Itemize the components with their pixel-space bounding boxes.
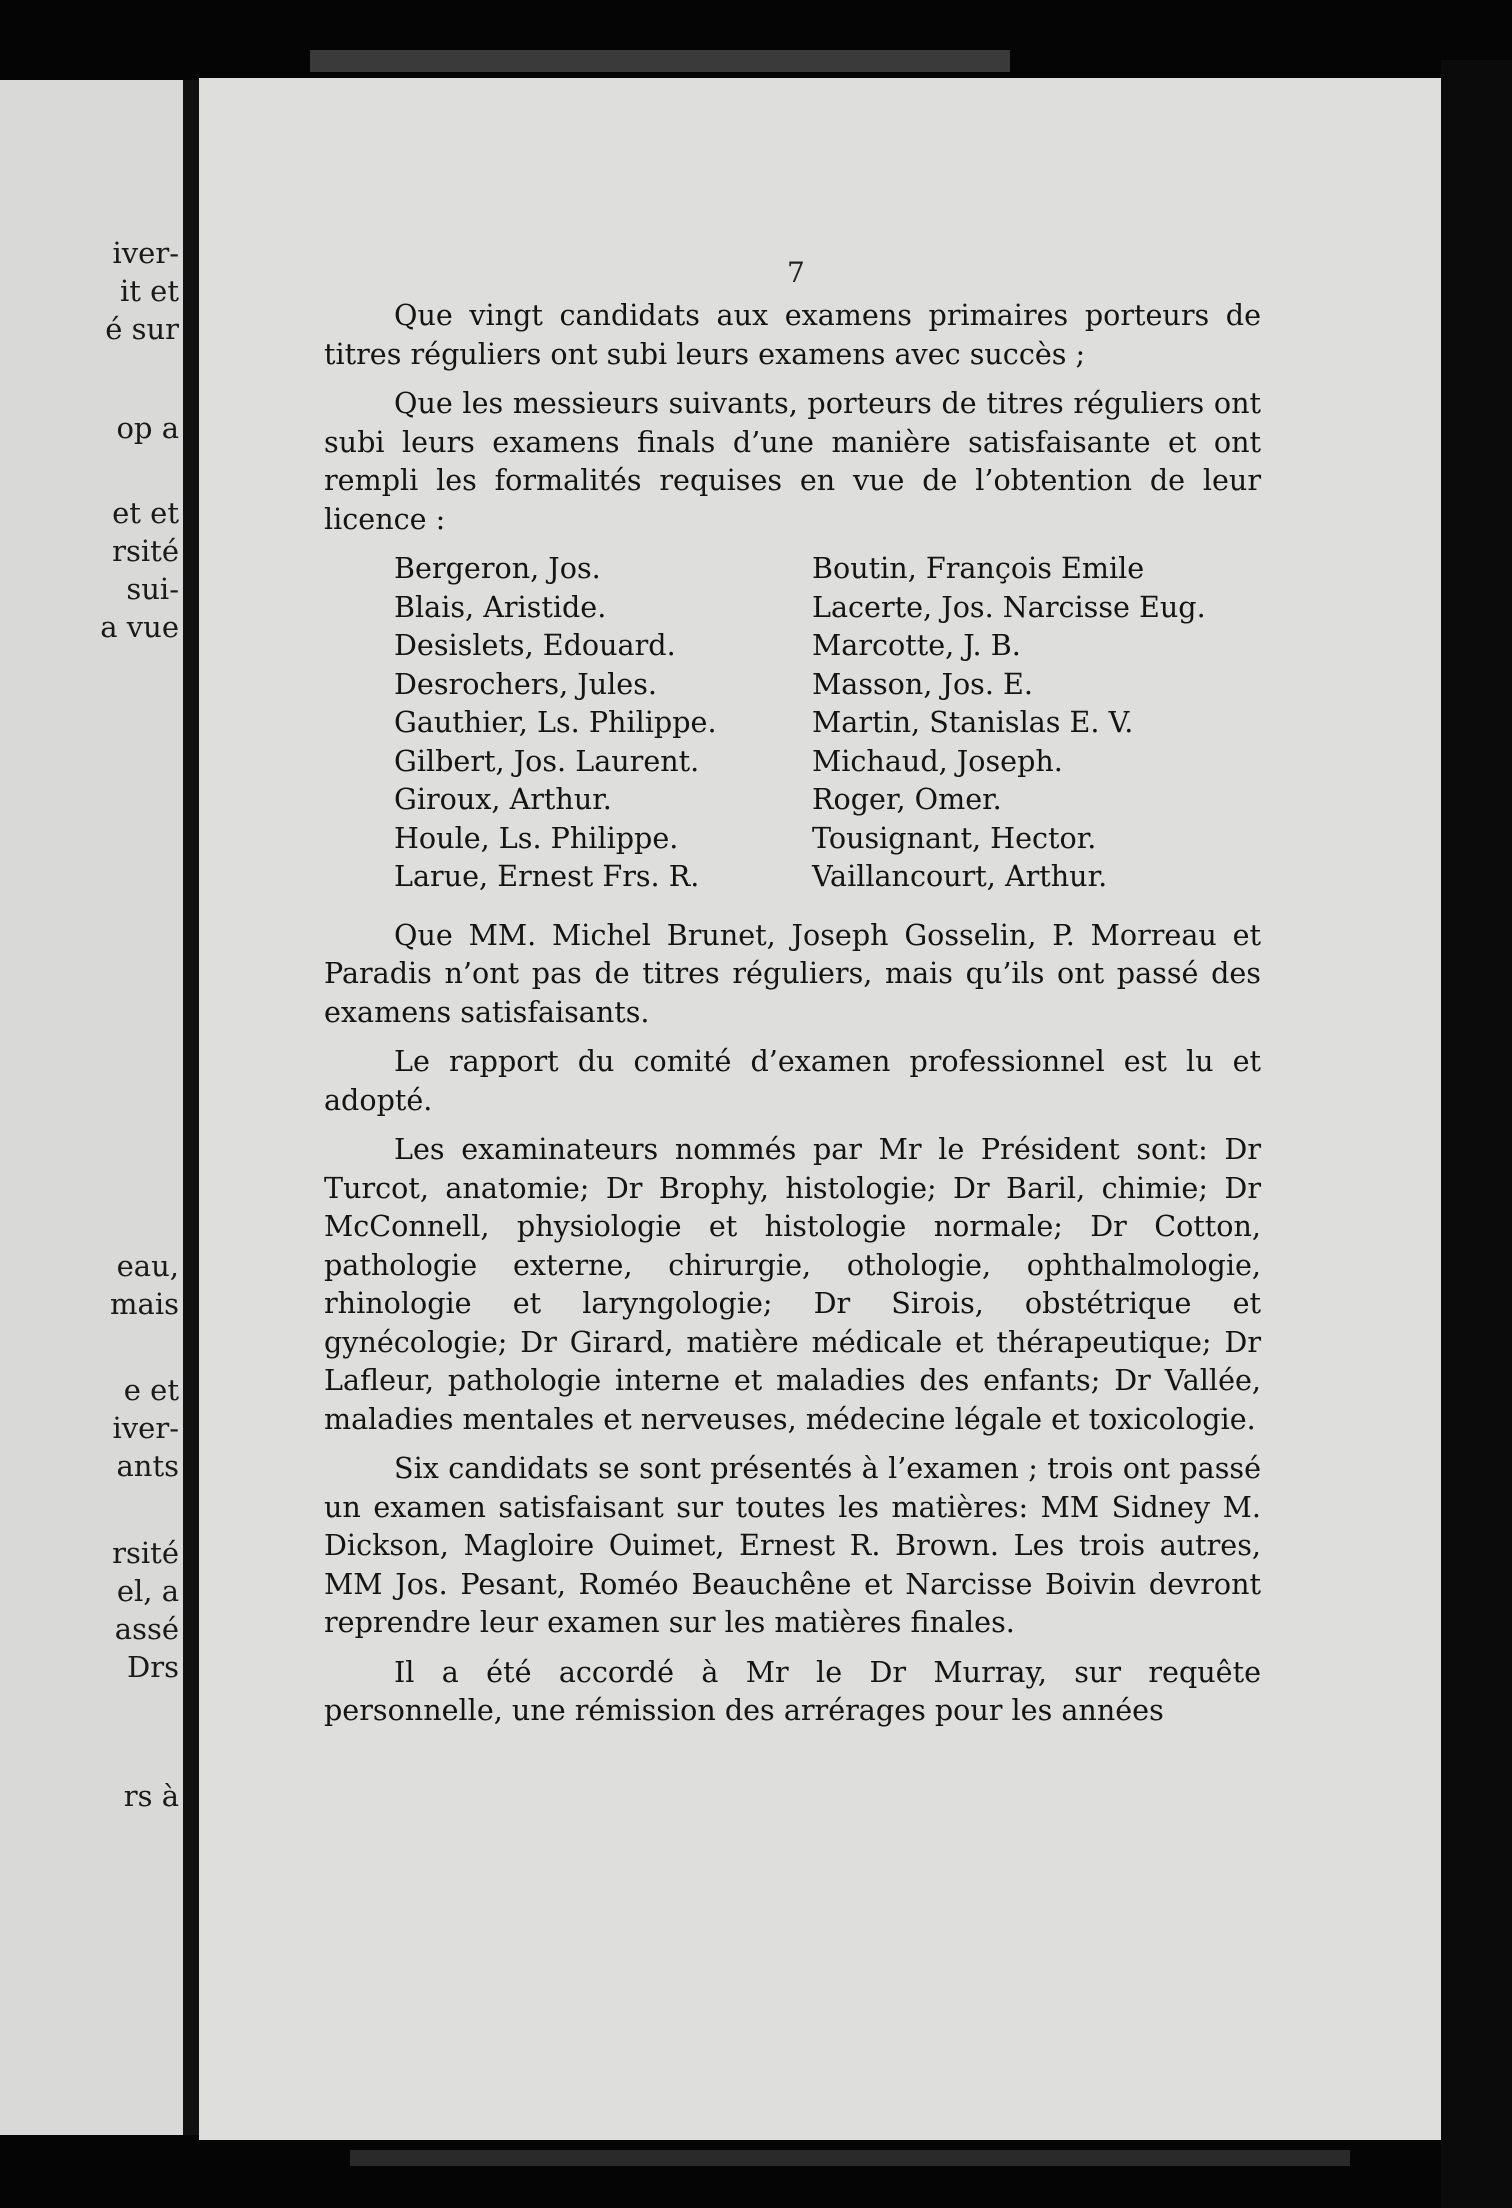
page-gutter (183, 80, 199, 2135)
name-left: Desrochers, Jules. (394, 666, 657, 701)
name-right: Masson, Jos. E. (812, 666, 1033, 701)
left-page-text-fragment: el, a (116, 1574, 179, 1608)
left-page-text-fragment: sui- (126, 572, 179, 606)
left-page-text-fragment: op a (116, 411, 179, 445)
name-right: Michaud, Joseph. (812, 743, 1063, 778)
left-page-text-fragment: rsité (112, 534, 179, 568)
name-right: Boutin, François Emile (812, 551, 1145, 585)
paragraph-candidates-primary: Que vingt candidats aux examens primaires porteurs de titres réguliers ont subi leurs examens avec succès ; (324, 298, 1261, 371)
left-page-text-fragment: a vue (100, 610, 179, 644)
name-left: Houle, Ls. Philippe. (394, 820, 679, 855)
name-right: Martin, Stanislas E. V. (812, 705, 1134, 739)
left-page-text-fragment: iver- (112, 1411, 179, 1445)
name-left: Desislets, Edouard. (394, 628, 676, 662)
licensee-name-list (394, 549, 1261, 896)
name-left: Gilbert, Jos. Laurent. (394, 743, 700, 778)
name-right: Vaillancourt, Arthur. (812, 859, 1108, 893)
right-dark-margin (1441, 60, 1512, 2208)
name-left: Larue, Ernest Frs. R. (394, 859, 700, 893)
page-number: 7 (787, 256, 805, 289)
bottom-page-edge (350, 2150, 1350, 2166)
left-page-text-fragment: et et (112, 496, 179, 530)
left-page-text-fragment: eau, (116, 1249, 179, 1283)
left-page-text-fragment: é sur (105, 312, 179, 346)
paragraph-licence-intro: Que les messieurs suivants, porteurs de titres réguliers ont subi leurs examens finals d’une manière satisfaisante et ont rempli les formalités requises en vue de l’obtention de leur licence : (324, 386, 1261, 536)
paragraph-remission: Il a été accordé à Mr le Dr Murray, sur requête personnelle, une rémission des arrérages pour les années (324, 1654, 1261, 1727)
left-page-text-fragment: it et (120, 274, 179, 308)
paragraph-exam-results: Six candidats se sont présentés à l’examen ; trois ont passé un examen satisfaisant sur toutes les matières: MM Sidney M. Dickson, Magloire Ouimet, Ernest R. Brown. Les trois autres, MM Jos. Pesant, Roméo Beauchêne et Narcisse Boivin devront reprendre leur examen sur les matières finales. (324, 1451, 1261, 1639)
left-page-text-fragment: rs à (123, 1779, 179, 1813)
name-left: Blais, Aristide. (394, 589, 607, 624)
name-right: Marcotte, J. B. (812, 628, 1021, 662)
paragraph-report-adopted: Le rapport du comité d’examen professionnel est lu et adopté. (324, 1044, 1261, 1117)
name-left: Gauthier, Ls. Philippe. (394, 705, 717, 739)
name-left: Giroux, Arthur. (394, 782, 612, 816)
left-page-text-fragment: mais (110, 1287, 179, 1321)
left-page-text-fragment: ants (116, 1449, 179, 1483)
name-left: Bergeron, Jos. (394, 551, 601, 585)
left-page-text-fragment: Drs (127, 1650, 179, 1684)
left-facing-page (0, 80, 183, 2135)
paragraph-irregular-titles: Que MM. Michel Brunet, Joseph Gosselin, P. Morreau et Paradis n’ont pas de titres réguliers, mais qu’ils ont passé des examens satisfaisants. (324, 917, 1261, 1029)
page-body (324, 248, 1261, 1741)
main-page (199, 78, 1441, 2140)
name-right: Lacerte, Jos. Narcisse Eug. (812, 589, 1206, 624)
left-page-text-fragment: assé (114, 1612, 179, 1646)
name-right: Tousignant, Hector. (812, 820, 1097, 855)
top-page-edge (310, 50, 1010, 72)
left-page-text-fragment: rsité (112, 1536, 179, 1570)
left-page-text-fragment: e et (123, 1373, 179, 1407)
paragraph-examiners: Les examinateurs nommés par Mr le Président sont: Dr Turcot, anatomie; Dr Brophy, histologie; Dr Baril, chimie; Dr McConnell, physiologie et histologie normale; Dr Cotton, pathologie externe, chirurgie, othologie, ophthalmologie, rhinologie et laryngologie; Dr Sirois, obstétrique et gynécologie; Dr Girard, matière médicale et thérapeutique; Dr Lafleur, pathologie interne et maladies des enfants; Dr Vallée, maladies mentales et nerveuses, médecine légale et toxicologie. (324, 1132, 1261, 1436)
name-right: Roger, Omer. (812, 782, 1002, 816)
left-page-text-fragment: iver- (112, 236, 179, 270)
